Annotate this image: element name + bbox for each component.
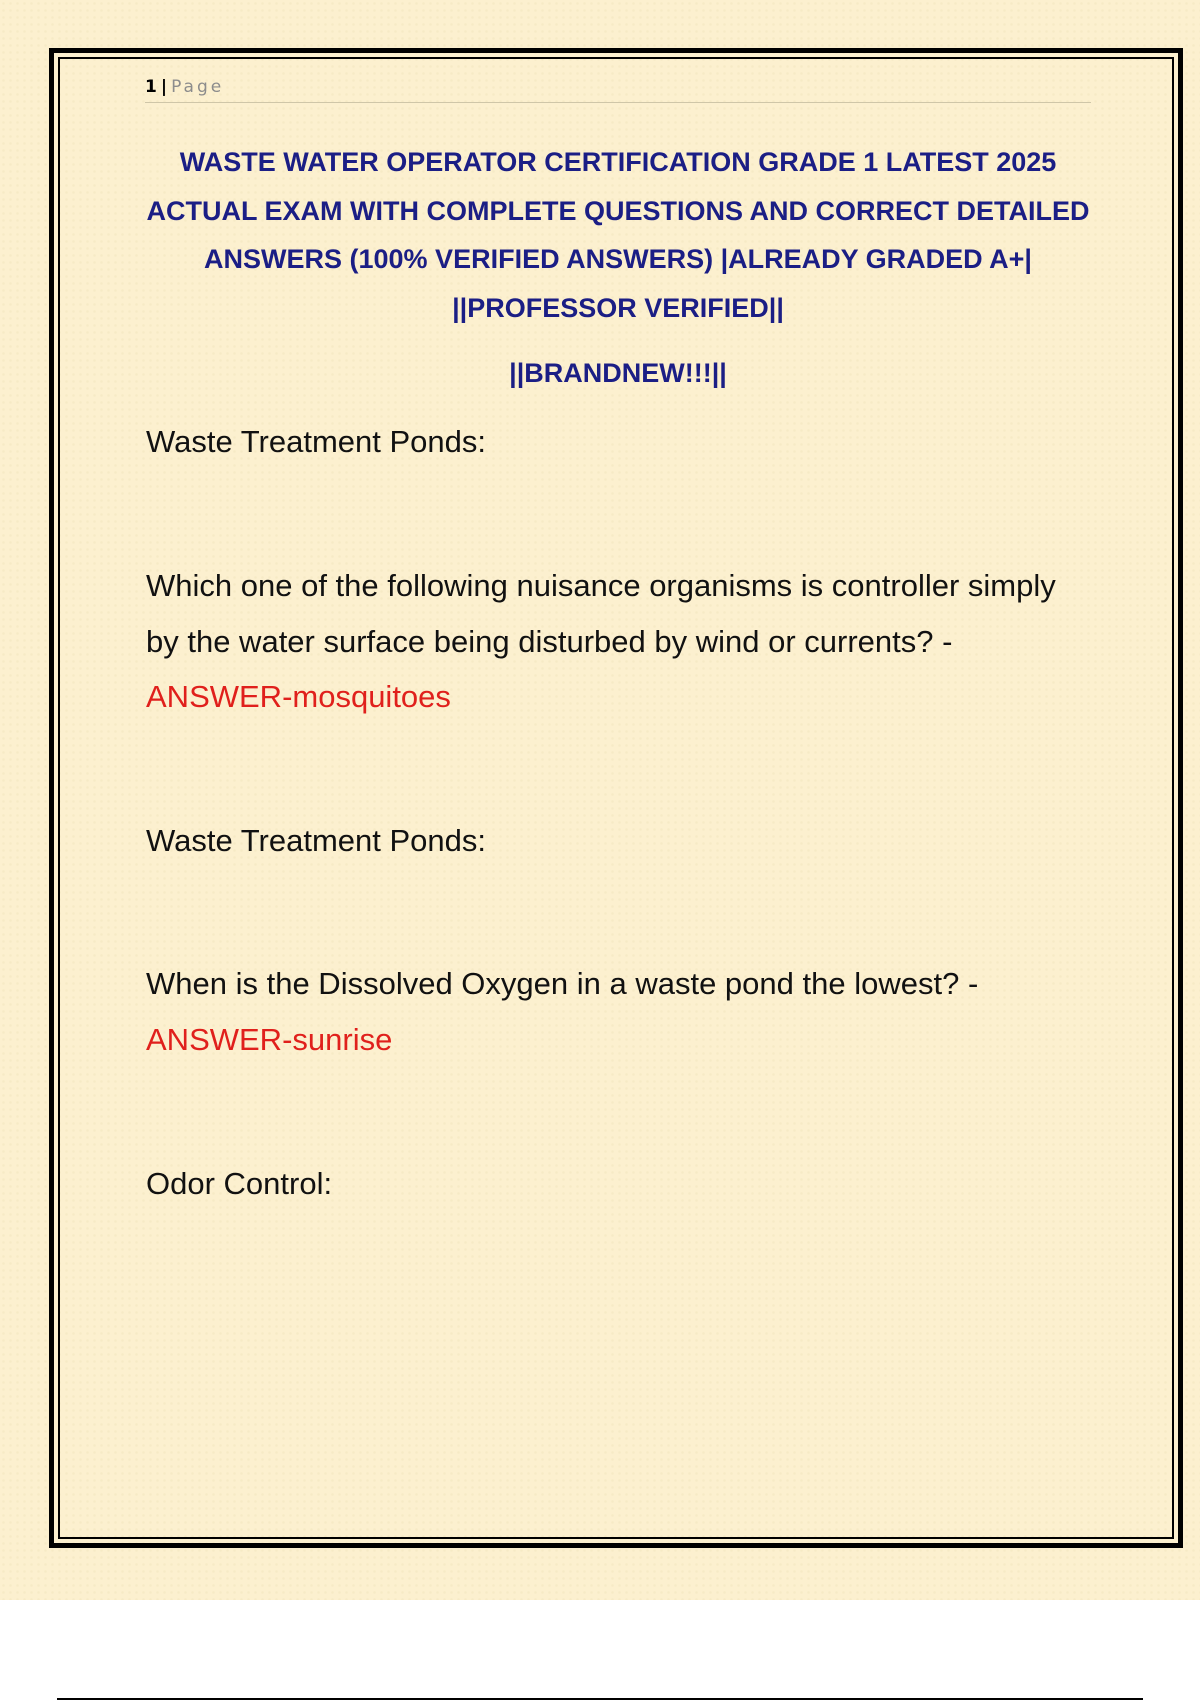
page-header [145,72,1091,103]
page-number: 1 [145,77,157,97]
question-body: Which one of the following nuisance organisms is controller simply by the water surface being disturbed by wind or currents? - [146,568,1056,659]
question-text [146,558,1096,725]
answer-text: ANSWER-mosquitoes [146,679,451,714]
answer-text: ANSWER-sunrise [146,1021,393,1057]
document-title: WASTE WATER OPERATOR CERTIFICATION GRADE 1 LATEST 2025 ACTUAL EXAM WITH COMPLETE QUESTIONS AND CORRECT DETAILED ANSWERS (100% VERIFIED ANSWERS) |ALREADY GRADED A+| ||PROFESSOR VERIFIED|| [146,147,1090,323]
page-label: Page [171,77,225,97]
question-body: When is the Dissolved Oxygen in a waste pond the lowest? - [146,966,979,1001]
section-heading: Odor Control: [146,1166,333,1201]
section-heading: Waste Treatment Ponds: [146,823,487,858]
question-text [146,956,1096,1067]
section-heading: Waste Treatment Ponds: [146,424,487,459]
header-separator: | [160,77,168,97]
document-subtitle: ||BRANDNEW!!!|| [509,358,727,388]
